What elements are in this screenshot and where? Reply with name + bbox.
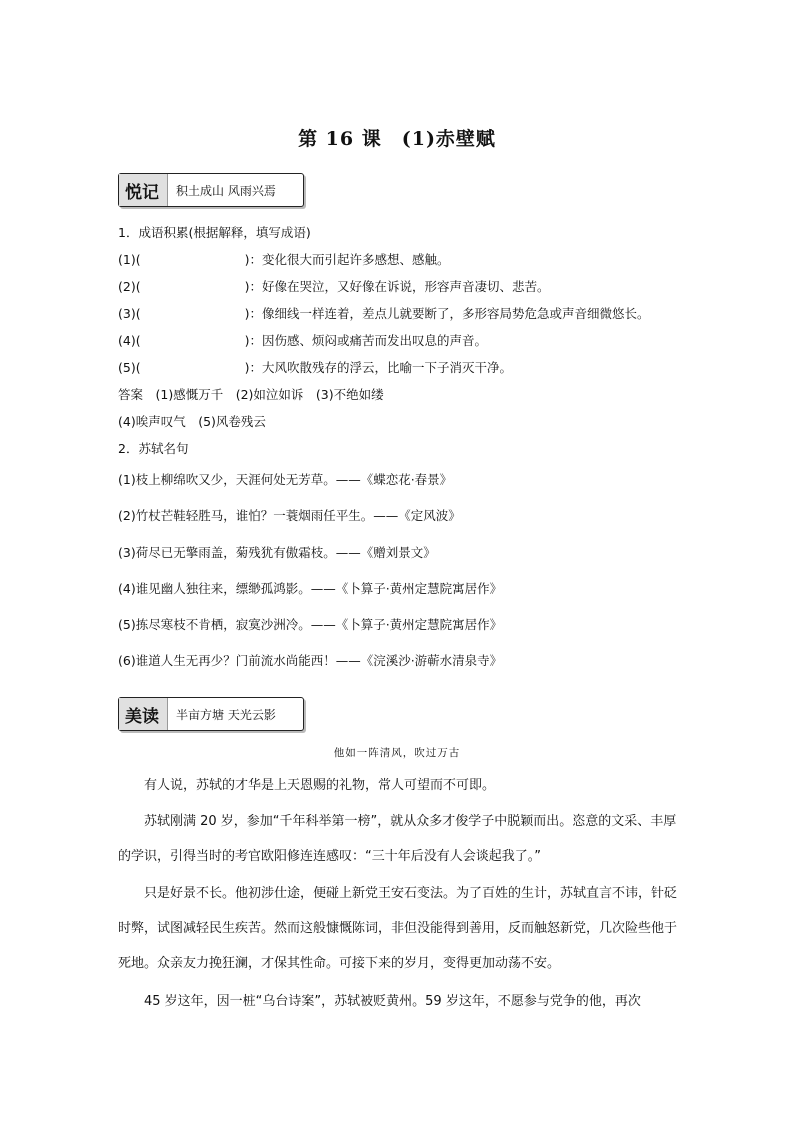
article-paragraph: 45 岁这年，因一桩“乌台诗案”，苏轼被贬黄州。59 岁这年，不愿参与党争的他，再次 bbox=[144, 994, 641, 1009]
section-heading-quotes: 2．苏轼名句 bbox=[118, 441, 189, 456]
page-title: 第 16 课 (1)赤壁赋 bbox=[298, 128, 496, 150]
article-title: 他如一阵清风，吹过万古 bbox=[333, 747, 461, 759]
quote-item: (4)谁见幽人独往来，缥缈孤鸿影。——《卜算子·黄州定慧院寓居作》 bbox=[118, 581, 503, 596]
article-paragraph: 苏轼刚满 20 岁，参加“千年科举第一榜”，就从众多才俊学子中脱颖而出。恣意的文采、丰厚的学识，引得当时的考官欧阳修连连感叹：“三十年后没有人会谈起我了。” bbox=[118, 814, 677, 864]
idiom-item: (1)( )：变化很大而引起许多感想、感触。 bbox=[118, 252, 450, 267]
section-banner-yueji bbox=[118, 173, 304, 207]
banner-subtitle: 积土成山 风雨兴焉 bbox=[176, 183, 276, 198]
section-banner-meidu bbox=[118, 697, 304, 731]
idiom-item: (3)( )：像细线一样连着，差点儿就要断了，多形容局势危急或声音细微悠长。 bbox=[118, 306, 650, 321]
banner-subtitle: 半亩方塘 天光云影 bbox=[176, 707, 276, 722]
quote-item: (6)谁道人生无再少？门前流水尚能西！——《浣溪沙·游蕲水清泉寺》 bbox=[118, 653, 503, 668]
section-heading-idioms: 1．成语积累(根据解释，填写成语) bbox=[118, 225, 311, 240]
banner-tag: 悦记 bbox=[119, 174, 168, 206]
article-paragraph: 有人说，苏轼的才华是上天恩赐的礼物，常人可望而不可即。 bbox=[144, 778, 496, 793]
article-paragraph: 只是好景不长。他初涉仕途，便碰上新党王安石变法。为了百姓的生计，苏轼直言不讳，针砭时弊，试图减轻民生疾苦。然而这般慷慨陈词，非但没能得到善用，反而触怒新党，几次险些他于死地。众亲友力挽狂澜，才保其性命。可接下来的岁月，变得更加动荡不安。 bbox=[118, 886, 678, 971]
answer-line: (4)唉声叹气 (5)风卷残云 bbox=[118, 414, 266, 429]
quote-item: (5)拣尽寒枝不肯栖，寂寞沙洲冷。——《卜算子·黄州定慧院寓居作》 bbox=[118, 617, 503, 632]
quote-item: (1)枝上柳绵吹又少，天涯何处无芳草。——《蝶恋花·春景》 bbox=[118, 472, 453, 487]
idiom-item: (5)( )：大风吹散残存的浮云，比喻一下子消灭干净。 bbox=[118, 360, 512, 375]
quote-item: (3)荷尽已无擎雨盖，菊残犹有傲霜枝。——《赠刘景文》 bbox=[118, 545, 436, 560]
answer-line: 答案 (1)感慨万千 (2)如泣如诉 (3)不绝如缕 bbox=[118, 387, 384, 402]
quote-item: (2)竹杖芒鞋轻胜马，谁怕？一蓑烟雨任平生。——《定风波》 bbox=[118, 508, 461, 523]
idiom-item: (2)( )：好像在哭泣，又好像在诉说，形容声音凄切、悲苦。 bbox=[118, 279, 550, 294]
banner-tag: 美读 bbox=[119, 698, 168, 730]
idiom-item: (4)( )：因伤感、烦闷或痛苦而发出叹息的声音。 bbox=[118, 333, 487, 348]
